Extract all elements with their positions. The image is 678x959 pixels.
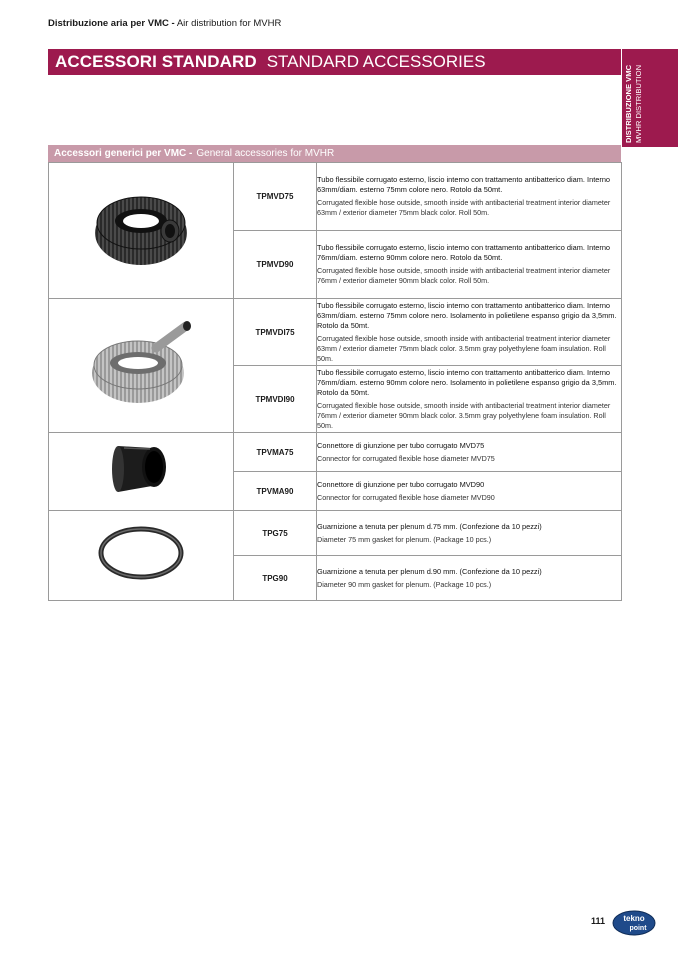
section-title-bold: Accessori generici per VMC - bbox=[54, 148, 193, 159]
chapter-side-tab bbox=[622, 49, 678, 147]
product-description bbox=[317, 433, 622, 472]
product-image-cell bbox=[49, 299, 234, 433]
plenum-gasket-image bbox=[96, 523, 186, 583]
product-code: TPG75 bbox=[234, 511, 317, 556]
product-image-cell bbox=[49, 433, 234, 511]
teknopoint-logo bbox=[612, 909, 656, 937]
running-header-bold: Distribuzione aria per VMC - bbox=[48, 18, 175, 29]
table-row bbox=[49, 511, 622, 556]
description-english: Diameter 90 mm gasket for plenum. (Package 10 pcs.) bbox=[317, 579, 492, 589]
hose-connector-image bbox=[106, 436, 176, 502]
description-italian: Tubo flessibile corrugato esterno, liscio interno con trattamento antibatterico diam. Interno 76mm/diam. esterno 90mm colore nero. Rotolo da 50mt. bbox=[317, 243, 611, 262]
product-description bbox=[317, 366, 622, 433]
product-code: TPG90 bbox=[234, 556, 317, 601]
description-italian: Tubo flessibile corrugato esterno, liscio interno con trattamento antibatterico diam. Interno 76mm/diam. esterno 90mm colore nero. Isolamento in polietilene espanso grigio da 3,5mm. Rotolo da 50mt. bbox=[317, 367, 617, 397]
side-tab-line1: DISTRIBUZIONE VMC bbox=[624, 64, 633, 143]
product-description bbox=[317, 231, 622, 299]
product-code: TPMVD90 bbox=[234, 231, 317, 299]
side-tab-line2: MVHR DISTRIBUTION bbox=[633, 64, 643, 143]
table-row bbox=[49, 299, 622, 366]
page-title-english: STANDARD ACCESSORIES bbox=[266, 52, 486, 71]
description-italian: Guarnizione a tenuta per plenum d.90 mm. (Confezione da 10 pezzi) bbox=[317, 566, 542, 576]
running-header bbox=[48, 18, 281, 29]
product-description bbox=[317, 472, 622, 511]
description-english: Connector for corrugated flexible hose diameter MVD90 bbox=[317, 492, 495, 502]
running-header-text: Air distribution for MVHR bbox=[176, 18, 282, 29]
black-corrugated-hose-image bbox=[86, 183, 196, 273]
section-header bbox=[48, 145, 621, 162]
table-row bbox=[49, 163, 622, 231]
product-code: TPMVD75 bbox=[234, 163, 317, 231]
accessories-table bbox=[48, 162, 622, 601]
product-image-cell bbox=[49, 511, 234, 601]
product-description bbox=[317, 556, 622, 601]
product-description bbox=[317, 299, 622, 366]
product-code: TPVMA90 bbox=[234, 472, 317, 511]
description-italian: Guarnizione a tenuta per plenum d.75 mm. (Confezione da 10 pezzi) bbox=[317, 521, 542, 531]
description-italian: Connettore di giunzione per tubo corrugato MVD75 bbox=[317, 440, 485, 450]
table-row bbox=[49, 433, 622, 472]
description-italian: Connettore di giunzione per tubo corrugato MVD90 bbox=[317, 479, 485, 489]
page-title-italian: ACCESSORI STANDARD bbox=[55, 52, 257, 71]
description-english: Diameter 75 mm gasket for plenum. (Package 10 pcs.) bbox=[317, 534, 492, 544]
logo-text-top: tekno bbox=[623, 914, 645, 923]
description-english: Corrugated flexible hose outside, smooth inside with antibacterial treatment interior diameter 76mm / exterior diameter 90mm black color. Roll 50m. bbox=[317, 266, 611, 285]
description-italian: Tubo flessibile corrugato esterno, liscio interno con trattamento antibatterico diam. Interno 63mm/diam. esterno 75mm colore nero. Isolamento in polietilene espanso grigio da 3,5mm. Rotolo da 50mt. bbox=[317, 300, 617, 330]
product-description bbox=[317, 163, 622, 231]
description-english: Corrugated flexible hose outside, smooth inside with antibacterial treatment interior diameter 76mm / exterior diameter 90mm black color. 3.5mm gray polyethylene foam insulation. Roll 50m. bbox=[317, 400, 611, 430]
page-title-bar bbox=[48, 49, 621, 75]
product-code: TPMVDI75 bbox=[234, 299, 317, 366]
product-description bbox=[317, 511, 622, 556]
page-number: 111 bbox=[591, 916, 606, 926]
description-english: Corrugated flexible hose outside, smooth inside with antibacterial treatment interior diameter 63mm / exterior diameter 75mm black color. Roll 50m. bbox=[317, 198, 611, 217]
product-code: TPMVDI90 bbox=[234, 366, 317, 433]
description-english: Connector for corrugated flexible hose diameter MVD75 bbox=[317, 453, 495, 463]
product-image-cell bbox=[49, 163, 234, 299]
insulated-gray-hose-image bbox=[86, 318, 196, 408]
logo-text-bottom: point bbox=[629, 925, 647, 932]
product-code: TPVMA75 bbox=[234, 433, 317, 472]
section-title-text: General accessories for MVHR bbox=[196, 148, 335, 159]
description-english: Corrugated flexible hose outside, smooth inside with antibacterial treatment interior diameter 63mm / exterior diameter 75mm black color. 3.5mm gray polyethylene foam insulation. Roll 50m. bbox=[317, 333, 611, 363]
description-italian: Tubo flessibile corrugato esterno, liscio interno con trattamento antibatterico diam. Interno 63mm/diam. esterno 75mm colore nero. Rotolo da 50mt. bbox=[317, 175, 611, 194]
